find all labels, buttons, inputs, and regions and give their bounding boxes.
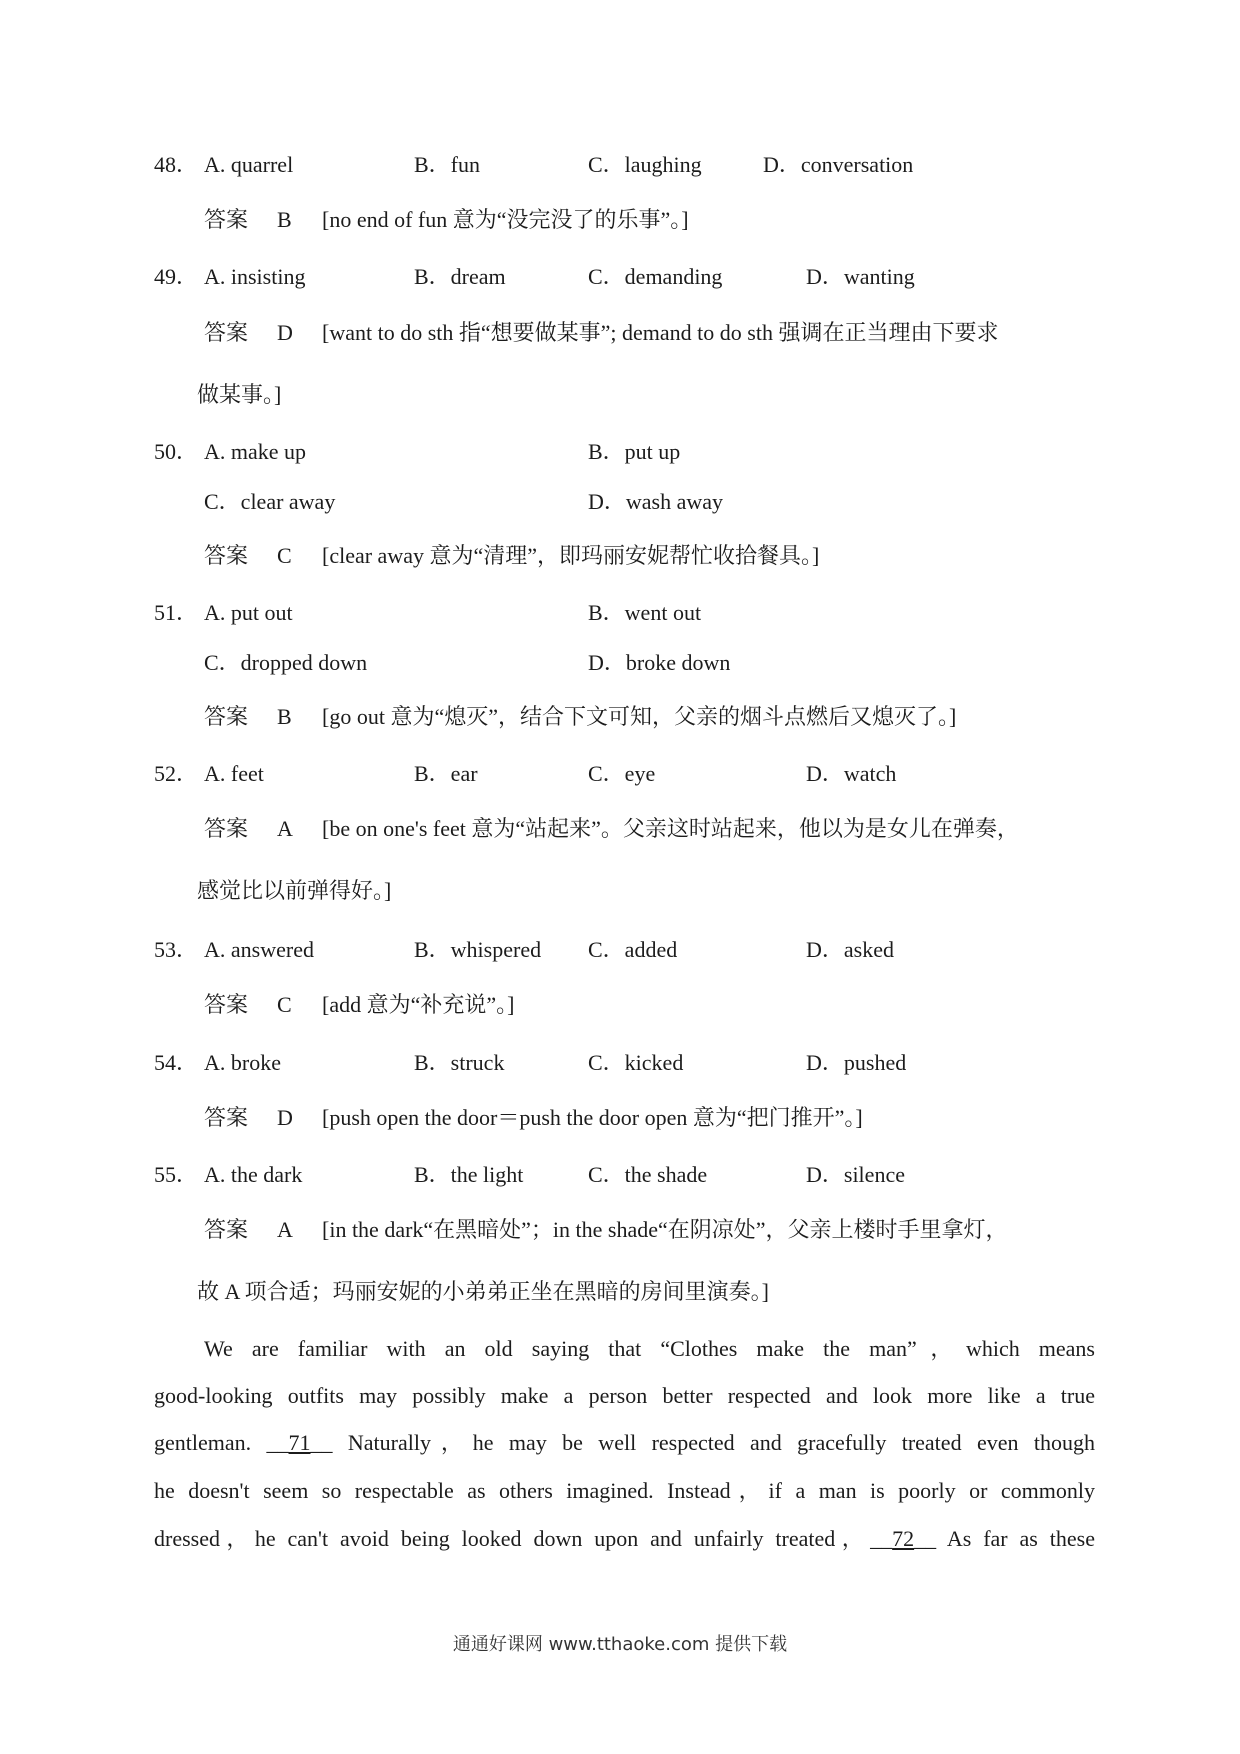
option-a: A. put out [204,600,293,625]
answer-key: A [277,816,293,841]
option-c: C．clear away [204,489,336,514]
option-a: A. feet [204,761,264,786]
option-d: D．pushed [806,1050,907,1075]
option-a: A. answered [204,937,314,962]
answer-explanation: [add 意为“补充说”。] [322,992,515,1017]
option-d: D．silence [806,1162,905,1187]
question-52 [154,759,1054,789]
answer-explanation-continued: 做某事。] [197,382,282,407]
question-48 [154,150,1054,180]
question-50 [154,437,1054,467]
option-c: C．kicked [588,1050,684,1075]
blank-71: 71 [288,1430,311,1455]
answer-key: C [277,543,292,568]
answer-label: 答案 [204,207,249,232]
answer-explanation: [be on one's feet 意为“站起来”。父亲这时站起来，他以为是女儿在弹奏， [322,816,1019,841]
passage-line-3 [154,1428,1095,1458]
answer-explanation-continued: 感觉比以前弹得好。] [197,878,392,903]
question-51 [154,598,1054,628]
option-b: B．whispered [414,937,542,962]
option-b: B．went out [588,600,702,625]
answer-key: A [277,1217,293,1242]
option-b: B．ear [414,761,478,786]
question-number: 52． [154,761,199,786]
answer-50 [204,541,1104,571]
option-d: D．watch [806,761,897,786]
answer-label: 答案 [204,1105,249,1130]
question-55 [154,1160,1054,1190]
question-50-row2 [154,487,1054,517]
question-54 [154,1048,1054,1078]
passage-line-2: good-looking outfits may possibly make a person better respected and look more like a true [154,1383,1095,1408]
option-d: D．asked [806,937,894,962]
question-number: 55． [154,1162,199,1187]
passage-text: gentleman. __ [154,1430,289,1455]
answer-explanation-continued: 故 A 项合适；玛丽安妮的小弟弟正坐在黑暗的房间里演奏。] [197,1279,770,1304]
answer-label: 答案 [204,992,249,1017]
page-footer: 通通好课网 www.tthaoke.com 提供下载 [452,1634,788,1655]
option-b: B．dream [414,264,506,289]
answer-explanation: [want to do sth 指“想要做某事”; demand to do sth 强调在正当理由下要求 [322,320,999,345]
option-b: B．the light [414,1162,524,1187]
passage-line-4: he doesn't seem so respectable as others imagined. Instead，if a man is poorly or commonly [154,1478,1095,1503]
option-a: A. make up [204,439,307,464]
answer-label: 答案 [204,543,249,568]
blank-72: 72 [892,1526,915,1551]
answer-label: 答案 [204,816,249,841]
question-number: 54． [154,1050,199,1075]
answer-55 [204,1215,1104,1245]
question-number: 53． [154,937,199,962]
question-51-row2 [154,648,1054,678]
answer-explanation: [push open the door＝push the door open 意为“把门推开”。] [322,1105,863,1130]
option-c: C．demanding [588,264,723,289]
answer-key: B [277,704,292,729]
question-number: 50． [154,439,199,464]
answer-label: 答案 [204,704,249,729]
question-number: 49． [154,264,199,289]
answer-54 [204,1103,1104,1133]
answer-48 [204,205,1104,235]
answer-key: B [277,207,292,232]
question-number: 51． [154,600,199,625]
answer-explanation: [go out 意为“熄灭”，结合下文可知，父亲的烟斗点燃后又熄灭了。] [322,704,957,729]
option-b: B．fun [414,152,481,177]
option-c: C．added [588,937,678,962]
answer-explanation: [clear away 意为“清理”，即玛丽安妮帮忙收拾餐具。] [322,543,820,568]
option-a: A. the dark [204,1162,303,1187]
option-d: D．broke down [588,650,731,675]
option-b: B．struck [414,1050,505,1075]
answer-explanation: [no end of fun 意为“没完没了的乐事”。] [322,207,689,232]
option-d: D．wash away [588,489,724,514]
answer-label: 答案 [204,320,249,345]
option-a: A. quarrel [204,152,294,177]
answer-explanation: [in the dark“在黑暗处”；in the shade“在阴凉处”，父亲上楼时手里拿灯， [322,1217,1008,1242]
answer-key: D [277,320,293,345]
passage-line-1: We are familiar with an old saying that “Clothes make the man”，which means [204,1336,1095,1361]
option-c: C．eye [588,761,656,786]
passage-line-5 [154,1524,1095,1554]
answer-label: 答案 [204,1217,249,1242]
question-53 [154,935,1054,965]
option-c: C．laughing [588,152,702,177]
passage-text: dressed，he can't avoid being looked down upon and unfairly treated，__ [154,1526,893,1551]
answer-49 [204,318,1104,348]
question-number: 48． [154,152,199,177]
passage-text: __ As far as these [914,1526,1095,1551]
option-a: A. broke [204,1050,281,1075]
option-a: A. insisting [204,264,306,289]
answer-52 [204,814,1104,844]
option-d: D．wanting [806,264,915,289]
answer-53 [204,990,1104,1020]
option-c: C．the shade [588,1162,708,1187]
answer-key: D [277,1105,293,1130]
passage-text: __ Naturally，he may be well respected and gracefully treated even though [310,1430,1095,1455]
answer-key: C [277,992,292,1017]
option-c: C．dropped down [204,650,368,675]
option-d: D．conversation [763,152,914,177]
option-b: B．put up [588,439,681,464]
answer-51 [204,702,1104,732]
question-49 [154,262,1054,292]
